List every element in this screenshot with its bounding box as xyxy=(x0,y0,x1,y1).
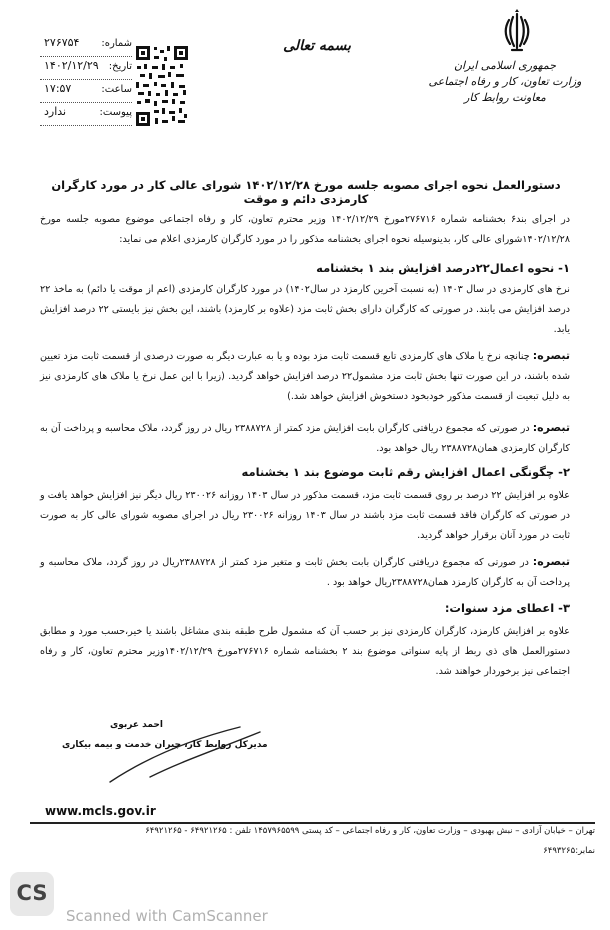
section-1-note-1 xyxy=(40,346,570,407)
camscanner-watermark: Scanned with CamScanner xyxy=(66,907,268,925)
letter-meta xyxy=(40,34,132,126)
meta-label: پیوست: xyxy=(99,107,132,118)
meta-label: تاریخ: xyxy=(108,61,132,72)
note-text: در صورتی که مجموع دریافتی کارگران بابت افزایش مزد کمتر از ۲۳۸۸۷۲۸ ریال در روز گردد، ملاک محاسبه و پرداخت آن به کارگران کارمزدی همان۲۳۸۸۷۲۸ ریال خواهد بود. xyxy=(40,423,570,454)
iran-emblem-icon xyxy=(494,8,540,54)
meta-attachment xyxy=(40,103,132,126)
note-text: در صورتی که مجموع دریافتی کارگران بابت بخش ثابت و متغیر مزد کمتر از ۲۳۸۸۷۲۸ریال در روز گردد، ملاک محاسبه و پرداخت آن به کارگران کارمزد همان۲۳۸۸۷۲۸ریال خواهد بود . xyxy=(40,557,570,588)
section-3-paragraph: علاوه بر افزایش کارمزد، کارگران کارمزدی نیز بر حسب آن که مشمول طرح طبقه بندی مشاغل باشند یا خیر،حسب مورد و مطابق دستورالعمل های ذی ربط از پایه سنواتی موضوع بند ۲ بخشنامه شماره ۲۷۶۷۱۶مورخ ۱۴۰۲/۱۲/۲۹وزیر محترم تعاون، کار و رفاه اجتماعی نیز برخوردار خواهند شد. xyxy=(40,626,570,677)
meta-value: ۲۷۶۷۵۴ xyxy=(44,36,80,49)
footer-divider xyxy=(30,822,595,824)
meta-time xyxy=(40,80,132,103)
meta-label: ساعت: xyxy=(101,84,132,95)
meta-value: ۱۴۰۲/۱۲/۲۹ xyxy=(44,59,99,72)
section-1-paragraph: نرخ های کارمزدی در سال ۱۴۰۳ (به نسبت آخرین کارمزد در سال۱۴۰۲) در مورد کارگران کارمزدی (اعم از موقت یا دائم) به ماخذ ۲۲ درصد افزایش می یابند. در صورتی که کارگران دارای بخش ثابت مزد (علاوه بر کارمزد) باشند، این بخش نیز بایستی ۲۲ درصد افزایش یابد. xyxy=(40,284,570,335)
intro-paragraph: در اجرای بند۶ بخشنامه شماره ۲۷۶۷۱۶مورخ ۱۴۰۲/۱۲/۲۹ وزیر محترم تعاون، کار و رفاه اجتماعی موضوع مصوبه جلسه مورخ ۱۴۰۲/۱۲/۲۸شورای عالی کار، بدینوسیله نحوه اجرای بخشنامه مذکور را در مورد کارگران کارمزدی اعلام می نماید: xyxy=(40,214,570,245)
camscanner-logo-text: CS xyxy=(16,881,48,905)
ministry-header xyxy=(420,58,590,106)
qr-code-icon xyxy=(134,44,190,128)
document-title: دستورالعمل نحوه اجرای مصوبه جلسه مورخ ۱۴۰۲/۱۲/۲۸ شورای عالی کار در مورد کارگران کارمزدی دائم و موقت xyxy=(51,178,561,206)
signatory-title: مدیرکل روابط کار، جبران خدمت و بیمه بیکاری xyxy=(62,740,268,750)
meta-value: ندارد xyxy=(44,105,67,118)
section-2-heading: ۲- چگونگی اعمال افزایش رقم ثابت موضوع بند ۱ بخشنامه xyxy=(241,465,570,479)
ministry-line: جمهوری اسلامی ایران xyxy=(453,59,557,72)
website-url: www.mcls.gov.ir xyxy=(45,804,156,818)
note-label: تبصره: xyxy=(532,349,570,362)
camscanner-logo-icon xyxy=(10,872,54,916)
footer-address: تهران – خیابان آزادی – نبش بهبودی – وزارت تعاون، کار و رفاه اجتماعی – کد پستی ۱۴۵۷۹۶۵۵۹۹ تلفن : ۶۴۹۲۱۲۶۵ - ۶۴۹۲۱۲۶۵ xyxy=(145,826,595,836)
bismillah: بسمه تعالی xyxy=(283,38,351,54)
note-label: تبصره: xyxy=(532,421,570,434)
meta-label: شماره: xyxy=(101,38,132,49)
note-label: تبصره: xyxy=(532,555,570,568)
ministry-line: وزارت تعاون، کار و رفاه اجتماعی xyxy=(428,75,582,88)
section-2-paragraph: علاوه بر افزایش ۲۲ درصد بر روی قسمت ثابت مزد، قسمت مذکور در سال ۱۴۰۳ روزانه ۲۳۰۰۲۶ ریال دیگر نیز افزایش خواهد یافت و در صورتی که کارگران فاقد قسمت ثابت مزد باشند در سال ۱۴۰۳ روزانه ۲۳۰۰۲۶ ریال در اجرای مصوبه شورای عالی کار به صورت ثابت در مورد آنان برقرار خواهد گردید. xyxy=(40,490,570,541)
section-1-note-2 xyxy=(40,418,570,459)
note-text: چنانچه نرخ یا ملاک های کارمزدی تابع قسمت ثابت مزد بوده و یا به عبارت دیگر به صورت درصدی از قسمت ثابت مزد تعیین شده باشند، در این صورت تنها بخش ثابت مزد مشمول۲۲ درصد افزایش خواهد گردید. (زیرا با این عمل نرخ یا ملاک های کارمزدی نیز به دلیل تبعیت از قسمت مذکور خودبخود دستخوش افزایش خواهد شد.) xyxy=(40,351,570,402)
meta-value: ۱۷:۵۷ xyxy=(44,82,72,95)
ministry-line: معاونت روابط کار xyxy=(464,91,546,104)
signatory-name: احمد عربوی xyxy=(110,720,163,730)
meta-number xyxy=(40,34,132,57)
signature-scribble xyxy=(90,722,270,802)
section-3-heading: ۳- اعطای مزد سنوات: xyxy=(444,601,570,615)
meta-date xyxy=(40,57,132,80)
footer-fax: نمابر:۶۴۹۳۲۶۵ xyxy=(543,846,595,856)
section-1-heading: ۱- نحوه اعمال۲۲درصد افزایش بند ۱ بخشنامه xyxy=(316,261,570,275)
section-2-note xyxy=(40,552,570,593)
